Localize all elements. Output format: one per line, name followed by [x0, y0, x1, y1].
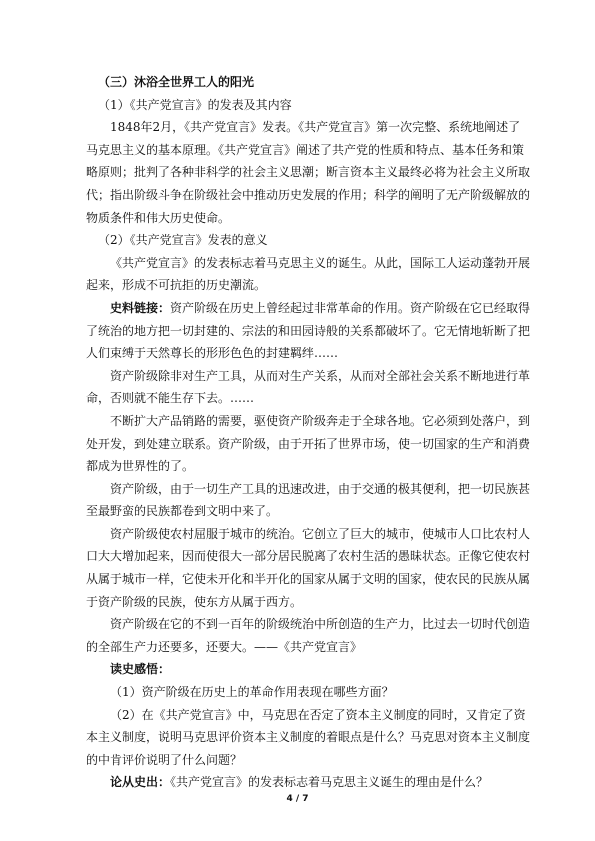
- history-paragraph-6: 资产阶级在它的不到一百年的阶级统治中所创造的生产力，比过去一切时代创造的全部生产力还要多，还要大。——《共产党宣言》: [86, 617, 531, 654]
- history-link-label: 史料链接：: [110, 300, 171, 315]
- item2-paragraph: 《共产党宣言》的发表标志着马克思主义的诞生。从此，国际工人运动蓬勃开展起来，形成不可抗拒的历史潮流。: [86, 255, 531, 293]
- reading-label: 读史感悟：: [110, 662, 171, 677]
- reading-question-2: （2）在《共产党宣言》中，马克思在否定了资本主义制度的同时，又肯定了资本主义制度，说明马克思评价资本主义制度的着眼点是什么？马克思对资本主义制度的中肯评价说明了什么问题？: [86, 707, 531, 767]
- argument-label: 论从史出：: [110, 775, 171, 790]
- history-paragraph-4: 资产阶级，由于一切生产工具的迅速改进，由于交通的极其便利，把一切民族甚至最野蛮的民族都卷到文明中来了。: [86, 481, 531, 519]
- history-paragraph-5: 资产阶级使农村屈服于城市的统治。它创立了巨大的城市，使城市人口比农村人口大大增加起来，因而使很大一部分居民脱离了农村生活的愚昧状态。正像它使农村从属于城市一样，它使未开化和半开化的国家从属于文明的国家，使农民的民族从属于资产阶级的民族，使东方从属于西方。: [86, 526, 531, 609]
- item1-paragraph: 1848年2月，《共产党宣言》发表。《共产党宣言》第一次完整、系统地阐述了马克思主义的基本原理。《共产党宣言》阐述了共产党的性质和特点、基本任务和策略原则；批判了各种非科学的社会主义思潮；断言资本主义最终必将为社会主义所取代；指出阶级斗争在阶级社会中推动历史发展的作用；科学的阐明了无产阶级解放的物质条件和伟大历史使命。: [86, 120, 531, 225]
- history-link-paragraph: [86, 297, 532, 365]
- argument-paragraph: [86, 771, 532, 794]
- item2-heading: （2）《共产党宣言》发表的意义: [98, 233, 268, 248]
- history-paragraph-2: 资产阶级除非对生产工具，从而对生产关系，从而对全部社会关系不断地进行革命，否则就不能生存下去。……: [86, 368, 531, 406]
- history-paragraph-3: 不断扩大产品销路的需要，驱使资产阶级奔走于全球各地。它必须到处落户，到处开发，到处建立联系。资产阶级，由于开拓了世界市场，使一切国家的生产和消费都成为世界性的了。: [86, 413, 531, 474]
- page-number: 4 / 7: [286, 794, 309, 804]
- history-link-text: 资产阶级在历史上曾经起过非常革命的作用。资产阶级在它已经取得了统治的地方把一切封建的、宗法的和田园诗般的关系都破坏了。它无情地斩断了把人们束缚于天然尊长的形形色色的封建羁绊……: [86, 300, 531, 361]
- argument-text: 《共产党宣言》的发表标志着马克思主义诞生的理由是什么？: [170, 775, 489, 790]
- reading-question-1: （1）资产阶级在历史上的革命作用表现在哪些方面？: [110, 685, 394, 700]
- item1-heading: （1）《共产党宣言》的发表及其内容: [98, 97, 292, 112]
- page-content: [86, 71, 532, 794]
- section-title: （三）沐浴全世界工人的阳光: [98, 75, 255, 89]
